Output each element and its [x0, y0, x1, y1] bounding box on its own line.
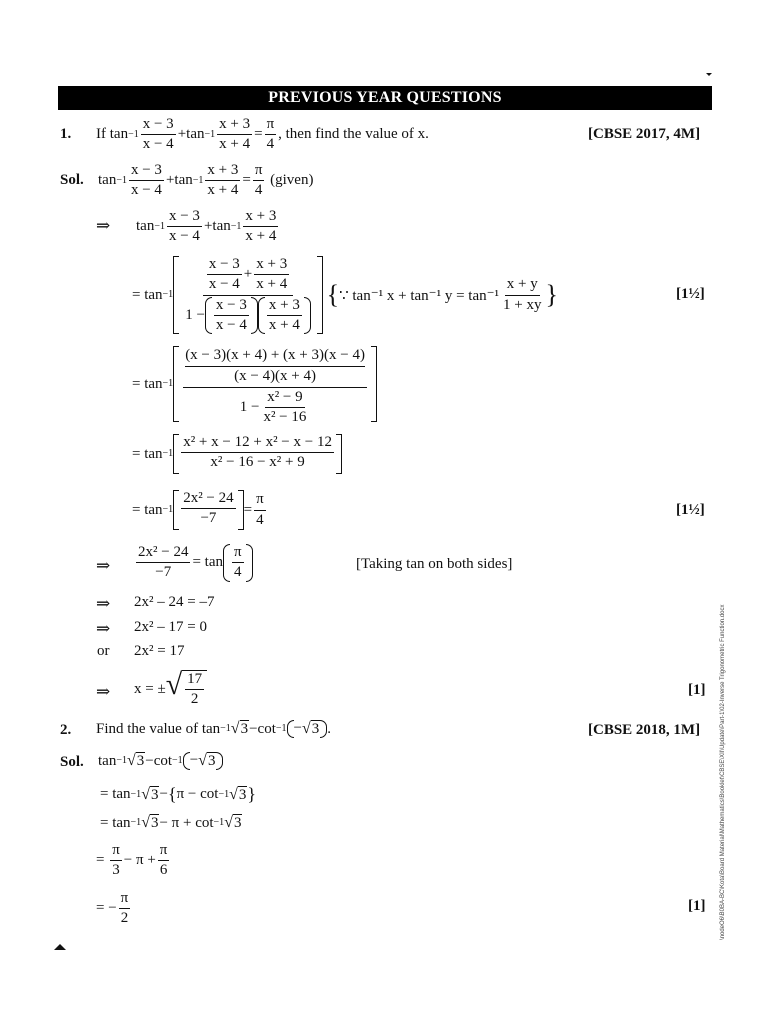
section-banner: PREVIOUS YEAR QUESTIONS [58, 86, 712, 110]
fraction: $\frac{x + 3}{x + 4}$ [219, 116, 251, 153]
question-tag: [CBSE 2017, 4M] [588, 126, 701, 142]
question-number: 2. [60, 722, 72, 738]
fraction: $\frac{x - 3}{x - 4}$ [142, 116, 174, 153]
question-number: 1. [60, 126, 72, 142]
fraction: $\frac{\pi}{4}$ [266, 116, 275, 153]
implies-symbol: ⇒ [96, 216, 111, 235]
page-marker-bottom [54, 944, 66, 950]
solution-label: Sol. [60, 754, 84, 770]
mark-badge: [1½] [676, 502, 705, 518]
mark-badge: [1] [688, 898, 706, 914]
note: [Taking tan on both sides] [356, 556, 513, 572]
solution-label: Sol. [60, 172, 84, 188]
mark-badge: [1] [688, 682, 706, 698]
file-path-sidebar: \nodeO6\B0BA-BC\Kota\Board Material\Mathematics\Booklet\CBSE\XII\Update\Part-1\02-Inverse Trigonometric Function.docx [720, 604, 726, 940]
mark-badge: [1½] [676, 286, 705, 302]
question-tag: [CBSE 2018, 1M] [588, 722, 701, 738]
page-marker-top [706, 73, 712, 76]
question-1-text: If tan −1 $\frac{x - 3}{x - 4}$ + tan −1 $\frac{x + 3}{x + 4}$ = $\frac{\pi}{4}$ , then find the value of x. [96, 116, 429, 153]
